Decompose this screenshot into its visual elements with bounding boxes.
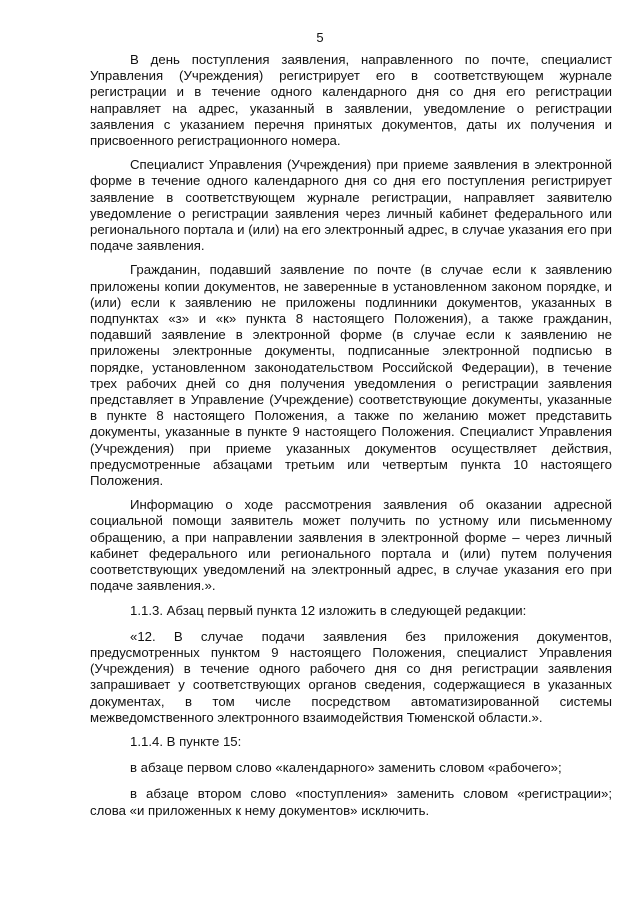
paragraph-first-abzac-change: в абзаце первом слово «календарного» заменить словом «рабочего»;	[130, 760, 562, 776]
page-number: 5	[316, 30, 324, 45]
document-body	[90, 52, 612, 827]
paragraph-documents-submission: Гражданин, подавший заявление по почте (в случае если к заявлению приложены копии документов, не заверенные в установленном законом порядке, и (или) если к заявлению не приложены подлинники документов, указанных в подпунктах «з» и «к» пункта 8 настоящего Положения), а также гражданин, подавший заявление в электронной форме (в случае если к заявлению не приложены электронные документы, подписанные электронной подписью в порядке, установленном законодательством Российской Федерации), в течение трех рабочих дней со дня получения уведомления о регистрации заявления представляет в Управление (Учреждение) соответствующие документы, указанные в пункте 8 настоящего Положения, а также по желанию может представить документы, указанные в пункте 9 настоящего Положения. Специалист Управления (Учреждения) при приеме указанных документов осуществляет действия, предусмотренные абзацами третьим или четвертым пункта 10 настоящего Положения.	[90, 262, 612, 489]
paragraph-point-12: «12. В случае подачи заявления без приложения документов, предусмотренных пунктом 9 настоящего Положения, специалист Управления (Учреждения) в течение одного рабочего дня со дня регистрации заявления запрашивает у соответствующих органов сведения, содержащиеся в указанных документах, в том числе посредством автоматизированной системы межведомственного электронного взаимодействия Тюменской области.».	[90, 628, 612, 725]
paragraph-registration-electronic: Специалист Управления (Учреждения) при приеме заявления в электронной форме в течение одного календарного дня со дня его поступления регистрирует заявление в соответствующем журнале регистрации, направляет заявителю уведомление о регистрации заявления через личный кабинет федерального или регионального портала и (или) на его электронный адрес, в случае указания его при подаче заявления.	[90, 157, 612, 254]
paragraph-second-abzac-change: в абзаце втором слово «поступления» заменить словом «регистрации»; слова «и приложенных к нему документов» исключить.	[90, 786, 612, 818]
paragraph-status-information: Информацию о ходе рассмотрения заявления об оказании адресной социальной помощи заявитель может получить по устному или письменному обращению, а при направлении заявления в электронной форме – через личный кабинет федерального или регионального портала и (или) путем получения соответствующих уведомлений на электронный адрес, в случае указания его при подаче заявления.».	[90, 497, 612, 594]
paragraph-registration-by-mail: В день поступления заявления, направленного по почте, специалист Управления (Учреждения) регистрирует его в соответствующем журнале регистрации и в течение одного календарного дня со дня его регистрации направляет на адрес, указанный в заявлении, уведомление о регистрации заявления с указанием перечня принятых документов, даты их получения и присвоенного регистрационного номера.	[90, 52, 612, 149]
paragraph-item-1-1-4: 1.1.4. В пункте 15:	[130, 733, 242, 749]
paragraph-item-1-1-3: 1.1.3. Абзац первый пункта 12 изложить в следующей редакции:	[130, 602, 527, 618]
